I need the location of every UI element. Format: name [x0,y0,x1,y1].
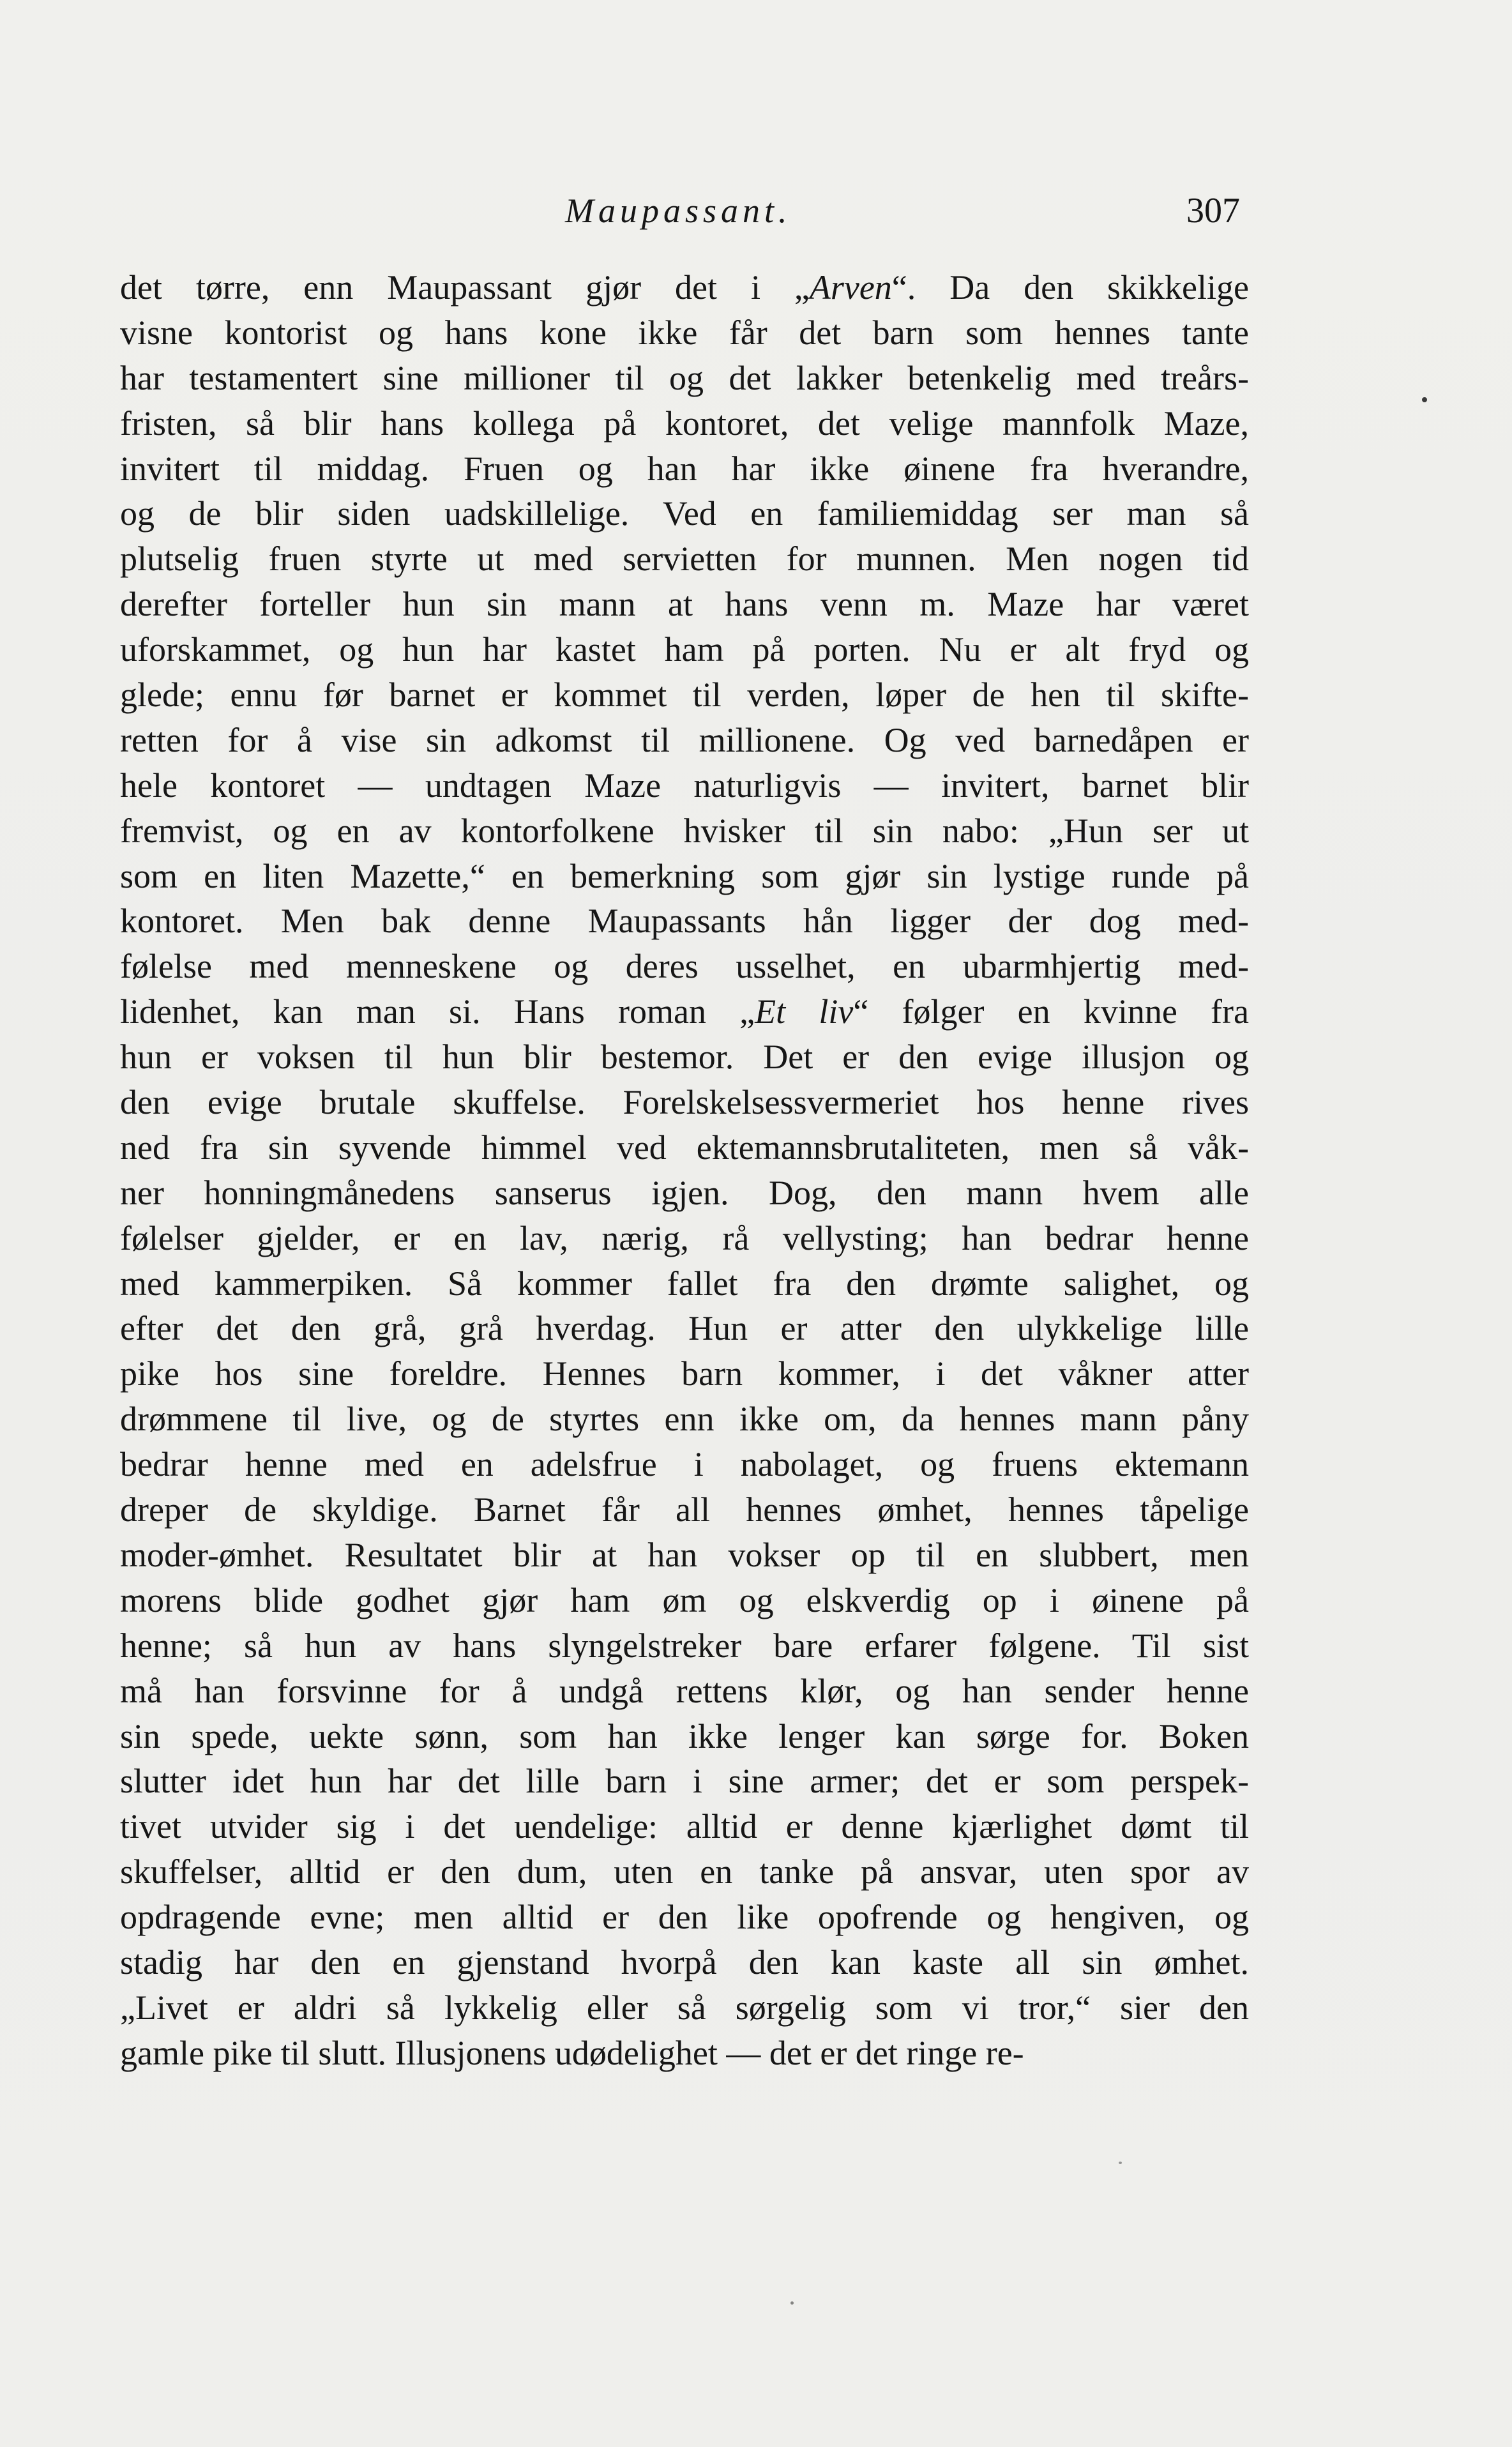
text-line: pike hos sine foreldre. Hennes barn kommer, i det våkner atter [120,1354,1249,1393]
text-line: må han forsvinne for å undgå rettens klør, og han sender henne [120,1671,1249,1710]
paper-speck [1422,397,1427,402]
text-line [120,265,1249,310]
text-line: uforskammet, og hun har kastet ham på porten. Nu er alt fryd og [120,630,1249,669]
text-line: som en liten Mazette,“ en bemerkning som gjør sin lystige runde på [120,856,1249,895]
text-segment: lidenhet, kan man si. Hans roman „ [120,992,755,1031]
text-line: opdragende evne; men alltid er den like opofrende og hengiven, og [120,1898,1249,1937]
text-line: morens blide godhet gjør ham øm og elskverdig op i øinene på [120,1580,1249,1619]
body-text [120,265,1249,2076]
paper-speck [1119,2162,1122,2164]
text-line: og de blir siden uadskillelige. Ved en familiemiddag ser man så [120,494,1249,533]
text-line: „Livet er aldri så lykkelig eller så sørgelig som vi tror,“ sier den [120,1988,1249,2027]
text-line: med kammerpiken. Så kommer fallet fra den drømte salighet, og [120,1264,1249,1303]
running-title: Maupassant. [565,192,792,230]
text-line: tivet utvider sig i det uendelige: alltid er denne kjærlighet dømt til [120,1807,1249,1846]
text-line: ned fra sin syvende himmel ved ektemannsbrutaliteten, men så våk- [120,1128,1249,1167]
text-line: kontoret. Men bak denne Maupassants hån ligger der dog med- [120,902,1249,941]
text-line: fremvist, og en av kontorfolkene hvisker til sin nabo: „Hun ser ut [120,811,1249,850]
text-line: skuffelser, alltid er den dum, uten en tanke på ansvar, uten spor av [120,1852,1249,1891]
text-line: derefter forteller hun sin mann at hans venn m. Maze har været [120,585,1249,624]
text-line: gamle pike til slutt. Illusjonens udødelighet — det er det ringe re- [120,2033,1024,2072]
page-number: 307 [1186,191,1240,231]
text-line: moder-ømhet. Resultatet blir at han vokser op til en slubbert, men [120,1535,1249,1574]
text-line: stadig har den en gjenstand hvorpå den kan kaste all sin ømhet. [120,1943,1249,1981]
text-segment: det tørre, enn Maupassant gjør det i „ [120,268,810,307]
text-line: bedrar henne med en adelsfrue i nabolaget, og fruens ektemann [120,1445,1249,1484]
text-line [120,989,1249,1034]
text-line: glede; ennu før barnet er kommet til verden, løper de hen til skifte- [120,676,1249,715]
text-line: den evige brutale skuffelse. Forelskelsessvermeriet hos henne rives [120,1083,1249,1122]
text-line: drømmene til live, og de styrtes enn ikke om, da hennes mann påny [120,1400,1249,1439]
text-line: hun er voksen til hun blir bestemor. Det er den evige illusjon og [120,1038,1249,1077]
text-line: ner honningmånedens sanserus igjen. Dog, den mann hvem alle [120,1173,1249,1212]
text-segment: “ følger en kvinne fra [853,992,1249,1031]
text-line: har testamentert sine millioner til og det lakker betenkelig med treårs- [120,358,1249,397]
running-head [0,185,1512,236]
text-line: retten for å vise sin adkomst til millionene. Og ved barnedåpen er [120,720,1249,759]
text-line: efter det den grå, grå hverdag. Hun er atter den ulykkelige lille [120,1309,1249,1348]
italic-title: Et liv [755,992,854,1031]
text-line: plutselig fruen styrte ut med servietten for munnen. Men nogen tid [120,540,1249,579]
text-line: dreper de skyldige. Barnet får all hennes ømhet, hennes tåpelige [120,1490,1249,1529]
text-line: følelser gjelder, er en lav, nærig, rå vellysting; han bedrar henne [120,1218,1249,1257]
italic-title: Arven [809,268,892,307]
text-line: invitert til middag. Fruen og han har ikke øinene fra hverandre, [120,449,1249,488]
text-line: visne kontorist og hans kone ikke får det barn som hennes tante [120,313,1249,352]
text-line: hele kontoret — undtagen Maze naturligvis — invitert, barnet blir [120,766,1249,805]
text-line: fristen, så blir hans kollega på kontoret, det velige mannfolk Maze, [120,404,1249,443]
paper-speck [790,2301,794,2305]
text-line: følelse med menneskene og deres usselhet, en ubarmhjertig med- [120,947,1249,986]
text-line: slutter idet hun har det lille barn i sine armer; det er som perspek- [120,1762,1249,1801]
text-segment: “. Da den skikkelige [891,268,1249,307]
text-line: henne; så hun av hans slyngelstreker bare erfarer følgene. Til sist [120,1626,1249,1665]
text-line: sin spede, uekte sønn, som han ikke lenger kan sørge for. Boken [120,1716,1249,1755]
